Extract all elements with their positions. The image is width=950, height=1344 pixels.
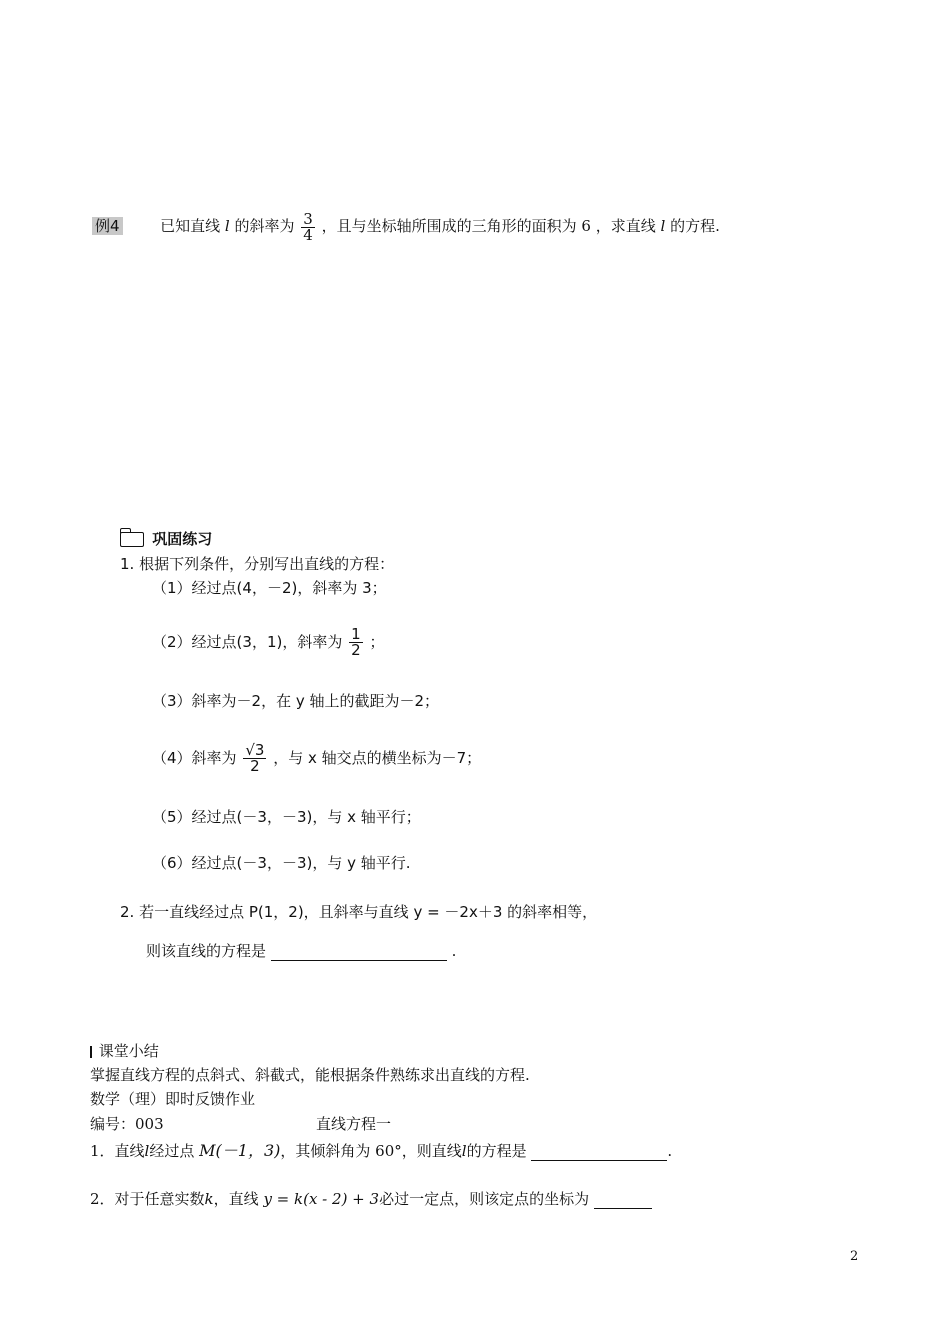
hw-q2-k: k	[204, 1190, 214, 1208]
slope-numerator: 3	[303, 209, 313, 228]
var-l-2: l	[660, 217, 666, 235]
slope-fraction	[301, 209, 315, 244]
item4-numerator: √3	[245, 741, 265, 759]
page-number: 2	[850, 1249, 859, 1264]
summary-heading-text: 课堂小结	[98, 1042, 159, 1060]
example-tag: 例4	[92, 217, 123, 235]
var-l: l	[224, 217, 230, 235]
hw-q2-a: 2．对于任意实数	[90, 1190, 205, 1208]
homework-code: 编号：003	[90, 1115, 164, 1133]
hw-q1-end: .	[667, 1142, 673, 1160]
practice-heading	[120, 528, 212, 549]
practice-item-2	[152, 622, 384, 662]
practice-item-6: （6）经过点(－3，－3)，与 y 轴平行.	[152, 854, 411, 872]
hw-q1-a: 1．直线	[90, 1142, 145, 1160]
answer-blank[interactable]	[271, 944, 447, 961]
example-text-e: 的方程.	[670, 217, 720, 235]
hw-q1-point: M(－1，3)	[199, 1141, 281, 1160]
area-value: 6	[581, 217, 591, 235]
hw-q2-eq: y = k(x - 2) + 3	[263, 1190, 380, 1208]
folder-icon	[120, 532, 144, 547]
summary-text: 掌握直线方程的点斜式、斜截式，能根据条件熟练求出直线的方程.	[90, 1066, 530, 1084]
hw-q1-d: 的方程是	[466, 1142, 527, 1160]
q2-line2-end: .	[451, 942, 457, 960]
example-text-c: ，且与坐标轴所围成的三角形的面积为	[321, 217, 577, 235]
practice-q1: 1. 根据下列条件，分别写出直线的方程：	[120, 555, 395, 573]
homework-q1	[90, 1138, 672, 1161]
hw-q1-blank[interactable]	[531, 1144, 667, 1161]
example-text-a: 已知直线	[160, 217, 221, 235]
item4-tail: ，与 x 轴交点的横坐标为－7；	[273, 749, 482, 767]
hw-q2-c: 必过一定点，则该定点的坐标为	[379, 1190, 590, 1208]
example-text-d: ，求直线	[595, 217, 656, 235]
hw-q2-blank[interactable]	[594, 1192, 652, 1209]
summary-heading	[90, 1040, 159, 1061]
hw-q1-l2: l	[461, 1142, 467, 1160]
homework-topic: 直线方程一	[316, 1115, 392, 1133]
example-text-b: 的斜率为	[234, 217, 295, 235]
homework-q2	[90, 1188, 652, 1209]
summary-marker	[90, 1046, 92, 1058]
hw-q1-c: ，其倾斜角为 60°，则直线	[280, 1142, 462, 1160]
hw-q1-l: l	[144, 1142, 150, 1160]
practice-item-1: （1）经过点(4，－2)，斜率为 3；	[152, 579, 387, 597]
item4-fraction	[243, 743, 266, 774]
hw-q2-b: ，直线	[213, 1190, 259, 1208]
practice-item-5: （5）经过点(－3，－3)，与 x 轴平行；	[152, 808, 421, 826]
item2-tail: ；	[369, 633, 385, 651]
practice-q2-line2	[146, 940, 456, 961]
hw-q1-b: 经过点	[149, 1142, 195, 1160]
item2-denominator: 2	[351, 641, 361, 659]
homework-title: 数学（理）即时反馈作业	[90, 1090, 256, 1108]
example-4	[92, 206, 720, 246]
slope-denominator: 4	[303, 225, 313, 244]
practice-q2-line1: 2. 若一直线经过点 P(1，2)，且斜率与直线 y = －2x＋3 的斜率相等，	[120, 903, 598, 921]
practice-item-4	[152, 738, 481, 778]
practice-heading-text: 巩固练习	[152, 530, 213, 548]
item4-denominator: 2	[243, 758, 266, 774]
practice-item-3: （3）斜率为－2，在 y 轴上的截距为－2；	[152, 692, 440, 710]
item2-fraction	[349, 627, 363, 658]
item2-numerator: 1	[351, 625, 361, 643]
item2-text: （2）经过点(3，1)，斜率为	[152, 633, 343, 651]
q2-line2-text: 则该直线的方程是	[146, 942, 267, 960]
item4-text: （4）斜率为	[152, 749, 237, 767]
